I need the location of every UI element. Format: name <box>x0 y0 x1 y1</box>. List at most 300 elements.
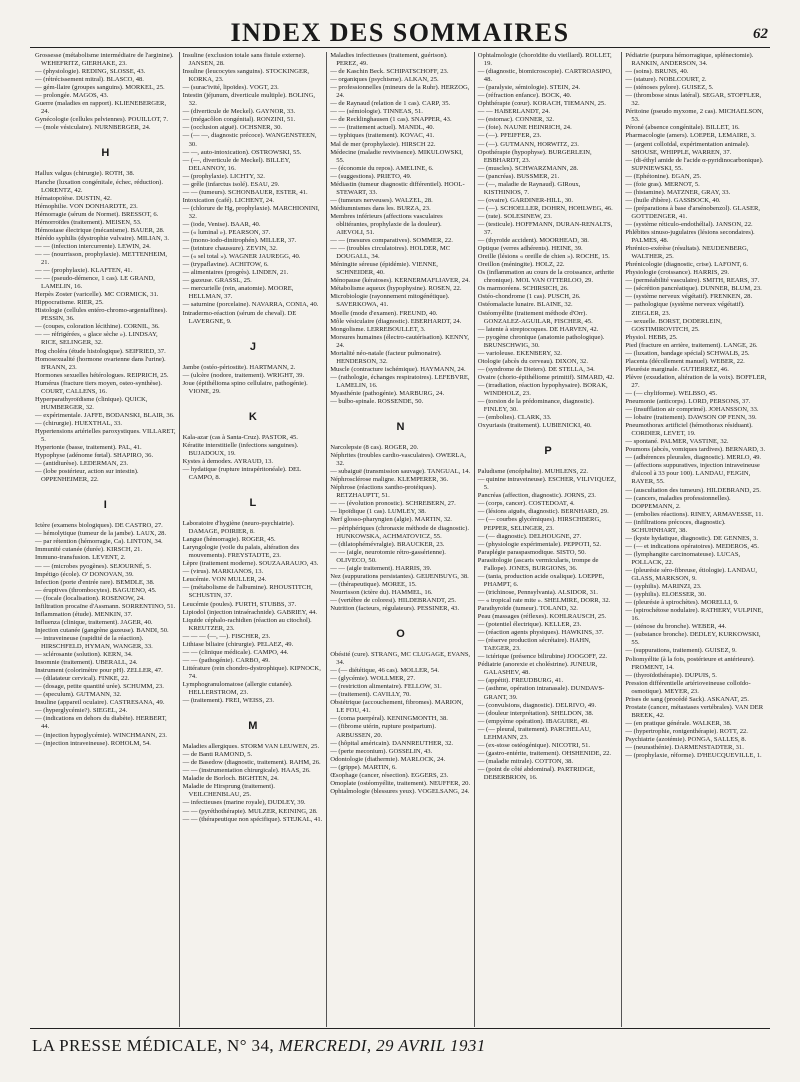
index-entry: Leucémie. VON MULLER, 24. <box>182 576 267 584</box>
index-entry: Instrument (colorimètre pour pH). ZELLER, 47. <box>35 667 163 675</box>
index-entry: Médiastin (tumeur diagnostic différentiel). HOOL-STEWART, 33. <box>330 180 465 196</box>
index-entry: — — HABERLANDT, 24. <box>477 108 551 116</box>
index-entry: — (speculum). GUTMANN, 32. <box>35 691 122 699</box>
index-entry: Histologie (cellules entéro-chromo-argentaffines). PESSIN, 36. <box>35 307 168 323</box>
index-entry: — (hypertrophie, rontgenthérapie). ROTT, 22. <box>625 727 748 735</box>
index-entry: Lèpre (traitement moderne). SOUZAARAUJO, 43. <box>182 560 319 568</box>
index-entry: Intoxication (café). LICHENT, 24. <box>182 196 275 204</box>
index-entry: — (lymphangite carcinomateuse). LUCAS, POLLACK, 22. <box>625 550 741 566</box>
index-entry: — hémolytique (tumeur de la jambe). LAUX, 28. <box>35 530 167 538</box>
index-entry: Mongolisme. LERREBOULLET, 3. <box>330 325 426 333</box>
issue-date: MERCREDI, 29 AVRIL 1931 <box>278 1036 486 1055</box>
index-entry: Hypertonie (basse, traitement). PAL, 41. <box>35 444 142 452</box>
index-entry: Hanche (luxation congénitale, échec, réduction). LORENTZ, 42. <box>35 178 163 194</box>
index-entry: — — (pyréthothérapie). MULZER, KEINING, 28. <box>182 807 318 815</box>
index-entry: Ostéo-chondrome (1 cas). PUSCH, 26. <box>477 293 581 301</box>
index-entry: — (syphilis). MARINZI, 23. <box>625 583 702 591</box>
index-entry: — (perte meconium). GOSSELIN, 43. <box>330 747 433 755</box>
index-entry: — sclérosante (solution). KERN, 34. <box>35 651 133 659</box>
index-entry: — sexuelle. BORST, DODERLEIN, GOSTIMIROVITCH, 25. <box>625 317 722 333</box>
index-entry: Narcolepsie (8 cas). ROGER, 20. <box>330 444 419 452</box>
index-entry: — (— diététique, 46 cas). MOLLER, 54. <box>330 667 439 675</box>
index-entry: — (traitement). FREI, WEISS, 23. <box>182 697 275 705</box>
index-entry: Phrénicologie (diagnostic, crise). LAFONT, 6. <box>625 261 748 269</box>
index-entry: — hydatique (rupture intrapéritonéale). DEL CAMPO, 8. <box>182 465 301 482</box>
index-entry: — — (troubles circulatoires). HOLDER, MC DOUGALL, 34. <box>330 245 451 261</box>
index-column <box>622 52 770 1027</box>
index-entry: — (dilatateur cervical). FINKE, 22. <box>35 675 130 683</box>
index-entry: Otologie (abcès du cerveau). DIXON, 32. <box>477 357 589 365</box>
index-entry: — (trypaflavine). ACHITOW, 6. <box>182 261 269 269</box>
index-entry: Insuline (exclusion totale sans fistule externe). JANSEN, 28. <box>182 52 306 68</box>
index-entry: Leucémie (poules). FURTH, STUBBS, 37. <box>182 600 297 608</box>
section-letter: L <box>249 497 257 510</box>
index-entry: — (hôpital américain). DANNREUTHER, 32. <box>330 739 454 747</box>
index-entry: Hémorragie (sérum de Normet). BRESSOT, 6. <box>35 210 159 218</box>
index-entry: — éruptives (thrombocytes). BAGUENO, 45. <box>35 586 157 594</box>
index-entry: Ophtalmologie (blessures yeux). VOGELSANG, 24. <box>330 787 470 795</box>
index-entry: Immunité cutanée (durée). KIRSCH, 21. <box>35 546 143 554</box>
index-entry: Pneumonie (anticorps). LORD, PERSONS, 37. <box>625 398 751 406</box>
index-entry: Nez (suppurations persistantes). GEIJENBUYG, 38. <box>330 572 469 580</box>
index-entry: Laboratoire d'hygiène (neuro-psychiatrie). DAMAGE, POIRIER, 8. <box>182 520 295 536</box>
index-column <box>327 52 475 1027</box>
index-entry: — ictérique (présence bilirubine) JOOGOFF, 22. <box>477 653 608 661</box>
index-entry: — (traitement). CAVILLY, 70. <box>330 691 411 699</box>
index-entry: — (convulsions, diagnostic). DELRIVO, 49. <box>477 701 597 709</box>
index-entry: — (paralysie, sémiologie). STEIN, 24. <box>477 84 580 92</box>
index-entry: — — (instrumentation chirurgicale). HAAS, 26. <box>182 767 311 775</box>
index-entry: Maladie de Hirsprung (traitement). VEILCHENBLAU, 25. <box>182 783 275 799</box>
index-entry: — (— courbes glycémiques). HIRSCHBERG, PEPPER, SELINGER, 23. <box>477 516 601 532</box>
index-column <box>180 52 328 1027</box>
index-entry: Pancréas (affection, diagnostic). JORNS, 23. <box>477 492 596 500</box>
index-entry: — bulbo-spinale. ROSSENDE, 50. <box>330 398 424 406</box>
index-entry: — pathologique (système nerveux végétatif). ZIEGLER, 23. <box>625 301 745 317</box>
index-entry: — de Raynaud (relation de 1 cas). CARP, 35. <box>330 100 451 108</box>
index-entry: Kala-azar (cas à Santa-Cruz). PASTOR, 45. <box>182 433 298 441</box>
index-entry: Maladies allergiques. STORM VAN LEUWEN, 25. <box>182 743 320 751</box>
index-entry: Kératite interstitielle (infections sanguines). BUJADOUX, 19. <box>182 441 299 457</box>
index-entry: — (occlusion aiguë). OCHSNER, 30. <box>182 124 283 132</box>
index-entry: — (indications en dehors du diabète). HERBERT, 44. <box>35 715 167 731</box>
index-entry: — (mégacôlon congénital). RONZINI, 51. <box>182 116 296 124</box>
index-entry: — — (microbes pyogènes). SEJOURNÉ, 5. <box>35 562 152 570</box>
index-entry: Os (inflammation au cours de la croissance, arthrite chronique). MOL VAN OTTERLOO, 29. <box>477 269 615 285</box>
index-entry: — — (pathogénie). CARBO, 49. <box>182 656 270 664</box>
index-entry: — (syphilis). ELOESSER, 30. <box>625 591 706 599</box>
index-entry: Os marmoréens. SCHIRSICH, 26. <box>477 285 569 293</box>
index-entry: Infiltration procaïne d'Assmann. SORRENTINO, 51. <box>35 602 176 610</box>
section-letter: O <box>396 628 405 641</box>
footer-rule <box>30 1028 770 1029</box>
index-entry: — (kyste hydatique, diagnostic). DE GENNES, 3. <box>625 534 758 542</box>
index-entry: Nourrisson (ictère du). HAMMEL, 16. <box>330 588 433 596</box>
page-title: INDEX DES SOMMAIRES <box>230 18 570 47</box>
index-entry: — latente à streptocoques. DE HARVEN, 42. <box>477 325 599 333</box>
index-entry: Oxyuriasis (traitement). LUBIENICKI, 40. <box>477 422 592 430</box>
index-entry: — lobaire (traitement). DAWSON OP FENN, 39. <box>625 414 757 422</box>
index-entry: Ménopause (kératoses). KERNERMAFLIAVER, 24. <box>330 277 470 285</box>
index-entry: — (embolies). CLARK, 33. <box>477 414 552 422</box>
index-entry: Membres inférieurs (affections vasculaires oblitérantes, prophylaxie de la douleur). AIEVOLI, 51. <box>330 212 443 237</box>
index-entry: Intradermo-réaction (sérum de cheval). DE LAVERGNE, 9. <box>182 309 297 325</box>
index-entry: — (argent colloïdal, expérimentation animale). SHOUSE, WHIPPLE, WARREN, 37. <box>625 140 750 156</box>
index-entry: — expérimentale. JAFFE, BODANSKI, BLAIR, 36. <box>35 411 175 419</box>
index-entry: — (—, diverticule de Meckel). BILLEY, DELANNOY, 16. <box>182 156 291 172</box>
index-entry: — (thérapeutique). MOREE, 15. <box>330 580 417 588</box>
index-entry: — — (prophylaxie). KLAFTEN, 41. <box>35 267 133 275</box>
index-entry: — lipoïdique (1 cas). LUMLEY, 38. <box>330 508 427 516</box>
index-entry: — (soins). BRUNS, 40. <box>625 68 689 76</box>
index-entry: — (douleur interprétation). SHELDON, 38. <box>477 709 594 717</box>
index-entry: — —, auto-intoxication). OSTROWSKI, 55. <box>182 148 302 156</box>
index-entry: — (chlorure de Hg, prophylaxie). MARCHIONINI, 32. <box>182 204 320 220</box>
index-entry: — (—). PFEIFFER, 23. <box>477 132 542 140</box>
index-entry: — (métabolisme de l'albumine). RHOUSTITCH, SCHUSTIN, 37. <box>182 584 313 600</box>
section-letter: K <box>248 410 257 423</box>
index-entry: — (perméabilité vasculaire). SMITH, REARS, 37. <box>625 277 760 285</box>
index-entry: Herpès Zoster (varicelle). MC CORMICK, 31. <box>35 291 159 299</box>
index-entry: — de Recklinghausen (1 cas). SNAPPER, 43. <box>330 116 452 124</box>
index-entry: — de Banti RAMOND, 5. <box>182 751 253 759</box>
index-entry: — (sécrétion pancréatique). DUNNER, BLUM, 23. <box>625 285 762 293</box>
index-entry: — (économie du repos). AMELINE, 6. <box>330 164 434 172</box>
journal-name: LA PRESSE MÉDICALE, N° 34, <box>32 1036 274 1055</box>
index-entry: Grossesse (métabolisme intermédiaire de l'arginine). WEHEFRITZ, GIERHAKE, 23. <box>35 52 174 68</box>
index-entry: Ostéomalacie lunaire. BLAINE, 32. <box>477 301 573 309</box>
index-entry: Hémophilie. VON DONHARDTE, 23. <box>35 202 138 210</box>
index-entry: — (irradiation, réaction hypophysaire). BORAK, WINDHOLZ, 23. <box>477 381 608 397</box>
index-entry: Pharmacologie (amers). LOEPER, LEMAIRE, 3. <box>625 132 756 140</box>
index-entry: Laryngologie (voile du palais, altération des mouvements). FREYSTADTE, 23. <box>182 544 300 560</box>
index-entry: — (— et indications opératoires). MEDEROS, 45. <box>625 542 759 550</box>
index-entry: — (foie gras). MERNOT, 5. <box>625 180 700 188</box>
index-entry: — (insufflation air comprimé). JOHANSSON, 33. <box>625 406 759 414</box>
index-entry: Hémorroïdes (traitement). MEISEN, 53. <box>35 218 142 226</box>
index-column <box>475 52 623 1027</box>
index-entry: — (—, maladie de Raynaud). GIRoux, KISTHINIOS, 7. <box>477 180 581 196</box>
index-entry: — (— chyliforme). WELBSO, 45. <box>625 389 718 397</box>
index-entry: — mercurielle (rein, anatomie). MOORE, HELLMAN, 37. <box>182 285 294 301</box>
index-entry: — — (tumeurs). SCHONBAUER, ESTER, 41. <box>182 188 308 196</box>
index-entry: — (embolies réactions). RINEY, ARMAVESSE, 11. <box>625 510 764 518</box>
index-entry: — (réaction agents physiques). HAWKINS, 37. <box>477 629 604 637</box>
index-entry: — grêle (infarctus isolé). ESAU, 29. <box>182 180 280 188</box>
index-entry: — (syndrome de Dieters). DE STELLA, 34. <box>477 365 595 373</box>
index-entry: — (empyème opération). IBAGUIRE, 49. <box>477 717 589 725</box>
index-entry: — (— diagnostic). DELHOUGNE, 27. <box>477 532 582 540</box>
index-entry: — — (aigle, neurotomie rétro-gassérienne). OLIVECO, 50. <box>330 548 446 564</box>
index-entry: Jambe (ostéo-périostite). HARTMANN, 2. <box>182 363 296 371</box>
index-entry: Paraplégie paraspasmodique. SISTO, 50. <box>477 548 587 556</box>
index-entry: Langue (hémorragie). ROGER, 45. <box>182 536 276 544</box>
index-entry: Nerf glosso-pharyngien (algie). MARTIN, 32. <box>330 516 452 524</box>
index-entry: Obésité (cure). STRANG, MC CLUGAGE, EVANS, 34. <box>330 651 471 667</box>
index-entry: — (spirochétose nodulaire). RATHERY, VULPINE, 16. <box>625 607 764 623</box>
index-entry: Injection cutanée (gangrène gazeuse). BANDI, 50. <box>35 626 169 634</box>
index-entry: — (di-éthyl amide de l'acide α-pyridinocarbonique). SUPNIEWSKI, 55. <box>625 156 764 172</box>
index-entry: Mal de mer (prophylaxie). HIRSCH 22. <box>330 140 436 148</box>
index-entry: — (substance bronche). DEDLEY, KURKOWSKI, 55. <box>625 631 761 647</box>
index-entry: — (lobe postérieur, action sur intestin). OPPENHEIMER, 22. <box>35 468 139 484</box>
index-entry: — périphériques (chronaxie méthode de diagnostic). HUNKOWSKA, ACHMATOVICZ, 55. <box>330 524 469 540</box>
index-entry: — alimentaires (progrès). LINDEN, 21. <box>182 269 289 277</box>
index-entry: — de Kaschin Beck. SCHIPATSCHOFF, 23. <box>330 68 449 76</box>
index-entry: Physiologie (croissance). HARRIS, 29. <box>625 269 730 277</box>
index-entry: — (prophylaxie, réforme). D'HEUCQUEVILLE, 1. <box>625 752 762 760</box>
index-entry: — gazeuse. GRASSL, 25. <box>182 277 252 285</box>
index-entry: Microbiologie (rayonnement mitogénétique). SAVERKOWA, 41. <box>330 293 450 309</box>
index-entry: — (huile d'ibère). GASSBOCK, 40. <box>625 196 721 204</box>
section-letter: I <box>103 499 107 512</box>
index-entry: — (gastro-entérite, traitement). OHSHENIDE, 22. <box>477 749 612 757</box>
index-entry: — intraveineuse (rapidité de la réaction). HIRSCHFELD, HYMAN, WANGER, 33. <box>35 634 153 650</box>
index-entry: Humérus (fracture tiers moyen, osteo-synthèse). COURT, CALLENS, 16. <box>35 379 163 395</box>
index-entry: Hippocratisme. RIER, 25. <box>35 299 104 307</box>
index-entry: — — (traitement actuel). MANDL, 40. <box>330 124 435 132</box>
index-entry: Insuline (appareil oculaire). CASTRESANA, 49. <box>35 699 165 707</box>
index-entry: — (auscultation des tumeurs). HILDEBRAND, 25. <box>625 486 761 494</box>
index-entry: — — (mesures comparatives). SOMMER, 22. <box>330 237 453 245</box>
index-entry: Maladie de Borloch. BIGHTEN, 24. <box>182 775 279 783</box>
index-entry: — (infiltrations précoces, diagnostic). SCHUHNHART, 38. <box>625 518 726 534</box>
index-entry: — « tropical rate mite ». SHELMIRE, DORR, 32. <box>477 596 611 604</box>
index-entry: Influenza (clinique, traitement). JAGER, 40. <box>35 618 153 626</box>
index-entry: — — (thérapeutique non spécifique). STEJKAL, 41. <box>182 815 323 823</box>
index-entry: — (surac'ivité, lipoïdes). VOGT, 23. <box>182 84 279 92</box>
section-letter: N <box>396 421 405 434</box>
index-entry: — (torsion de la prédominance, diagnostic). FINLEY, 30. <box>477 398 595 414</box>
index-entry: — (stature). NOBLCOURT, 2. <box>625 76 707 84</box>
header-rule <box>30 47 770 48</box>
index-entry: Pédiatrie (anorexie et choléstrine). JUNEUR, GALASHEV, 48. <box>477 661 598 677</box>
index-entry: — (neurasthénie). DARMENSTADTER, 31. <box>625 744 744 752</box>
index-entry: — (réserve production sécrétaire). HAHN, TAEGER, 23. <box>477 637 591 653</box>
index-entry: Opothérapie (hypophyse). BURGERLEIN, EBBHARDT, 23. <box>477 148 592 164</box>
index-entry: Phrénico-exérèse (résultats). NEUDENBERG, WALTHER, 25. <box>625 245 749 261</box>
index-entry: — (« sel total »). WAGNER JAUREGG, 40. <box>182 253 301 261</box>
index-entry: — (—). SCHOELLER, DOHRN, HOHLWEG, 46. <box>477 204 613 212</box>
index-entry: — typhiques (traitement). KOVAC, 41. <box>330 132 435 140</box>
index-entry: Plèvre (exsudation, altération de la voix). BOFFLER, 27. <box>625 373 767 389</box>
index-entry: Maladies infectieuses (traitement, guérison). PEREZ, 49. <box>330 52 448 68</box>
index-entry: Lipiodol (injection intraérachnide). GABRIEY, 44. <box>182 608 318 616</box>
index-entry: Obstétrique (accouchement, fibromes). MARION, LE FOU, 41. <box>330 699 464 715</box>
index-entry: Paludisme (encéphalite). MUHLENS, 22. <box>477 468 589 476</box>
index-entry: — (réfraction enfance). BOCK, 40. <box>477 92 572 100</box>
index-entry: — (pleurésie à spirochètes). MORELLI, 9. <box>625 599 739 607</box>
index-entry: Parathyroïde (tumeur). TOLAND, 32. <box>477 605 578 612</box>
index-entry: — — (infection intercurrente). LEWIN, 24. <box>35 242 151 250</box>
index-entry: Hérédo syphilis (dystrophie vulvaire). MILIAN, 3. <box>35 234 170 242</box>
index-entry: Hyperparathyroïdisme (clinique). QUICK, HUMBERGER, 32. <box>35 395 148 411</box>
index-entry: Hypertensions artérielles paroxystiques. VILLARET, 5. <box>35 427 176 444</box>
index-entry: Méningite séreuse (épidémie). VIENNE, SCHNEIDER, 40. <box>330 261 438 277</box>
index-entry: Homosexualité (hormone ovarienne dans l'urine). B'RANN, 23. <box>35 355 166 371</box>
index-entry: — (préparations à base d'arsénobenzol). GLASER, GOTTDENGER, 41. <box>625 204 761 220</box>
index-entry: — (— pleural, traitement). PARCHELAU, LEHMANN, 23. <box>477 725 591 741</box>
index-entry: — — (sémiologie). TINNEAS, 51. <box>330 108 423 116</box>
index-entry: Hémostase électrique (mécanisme). BAUER, 28. <box>35 226 165 234</box>
index-entry: Infection (porte d'entrée rare). BEMDLE, 38. <box>35 578 155 586</box>
index-entry: — organiques (psychisme). ALKAN, 25. <box>330 76 439 84</box>
index-entry: Prises de sang (procédé Sack). ASKANAT, 25. <box>625 695 749 703</box>
index-entry: Néphrosclérose maligne. KLEMPERER, 36. <box>330 476 449 484</box>
index-entry: Kystes à demodex. AYRAUD, 13. <box>182 457 274 465</box>
index-entry: — (potentiel électrique). KELLER, 23. <box>477 621 582 629</box>
index-entry: Placenta (décollement manuel). WEBER, 22. <box>625 357 745 365</box>
index-entry: Mortalité néo-natale (facteur pulmonaire). HENDERSON, 32. <box>330 349 442 365</box>
index-entry: — (Ephétonine). EGAN, 25. <box>625 172 702 180</box>
index-entry: — (virus). MARKIANOS, 13. <box>182 568 264 576</box>
index-entry: Myasthénie (pathogénie). MARBURG, 24. <box>330 389 445 397</box>
index-entry: Ophthérapie (cœur). KORACH, TIEMANN, 25. <box>477 100 606 108</box>
index-entry: — (rate). SOLESINEW, 23. <box>477 212 552 220</box>
index-entry: — (suppurations, traitement). GUISEZ, 9. <box>625 647 737 655</box>
index-entry: Pneumothorax artificiel (hémothorax résiduant). CORDIER, LEVET, 19. <box>625 422 753 438</box>
index-entry: — (thyroïde accident). MOORHEAD, 38. <box>477 237 589 245</box>
index-entry: — (estomac). CONNER, 32. <box>477 116 554 124</box>
index-entry: — — réfrigérées, « glace sèche »). LINDSAY, RICE, SELINGER, 32. <box>35 331 158 347</box>
index-entry: — (thrombose sinus latéral). SEGAR, STOFFLER, 32. <box>625 92 762 108</box>
index-entry: — (cancers, maladies professionnelles). DOPPEMANN, 2. <box>625 494 731 510</box>
index-entry: Parasitologie (ascaris vermicularis, trompe de Fallope). JONES, BURGIONS, 36. <box>477 556 599 572</box>
index-entry: Médiumnismes dans les. BURZA, 23. <box>330 204 431 212</box>
index-entry: — (pancréas). BUSSMER, 21. <box>477 172 560 180</box>
index-entry: — (focale (localisation). ROSENOW, 24. <box>35 594 145 602</box>
index-entry: — (ex-stose ostéogénique). NICOTRI, 51. <box>477 741 591 749</box>
index-entry: — (sténoses pylore). GUISEZ, 5. <box>625 84 714 92</box>
index-entry: Hypophyse (adénome fœtal). SHAPIRO, 36. <box>35 452 154 460</box>
index-entry: Prostate (cancer, métastases vertébrales). VAN DER BREEK, 42. <box>625 703 764 719</box>
index-entry: Péritoine (pseudo myxome, 2 cas). MICHAELSON, 53. <box>625 108 764 124</box>
index-entry: — (— —, diagnostic précoce). WANGENSTEEN, 30. <box>182 132 317 148</box>
index-entry: — (diverticule de Meckel). GAYNOR, 33. <box>182 108 296 116</box>
index-entry: — (dosage, petite quantité urée). SCHUMM, 23. <box>35 683 164 691</box>
index-entry: — (ulcère (nodore, traitement). WRIGHT, 39. <box>182 371 305 379</box>
index-entry: — (vertèbre de coloresi). HILDEBRANDT, 25. <box>330 596 457 604</box>
index-entry: Ictère (examens biologiques). DE CASTRO, 27. <box>35 522 163 530</box>
index-entry: — (coma puerpéral). KENINGMONTH, 38. <box>330 715 448 723</box>
index-entry: — (iode, Venise). BAAR, 40. <box>182 220 261 228</box>
index-entry: — (prophylaxie). LICHTY, 32. <box>182 172 265 180</box>
index-entry: — (rathologie, échanges respiratoires). LEFEBVRE, LAMELIN, 16. <box>330 373 470 389</box>
index-entry: — (testicule). HOFFMANN, DURAN-RENALTS, 37. <box>477 220 613 237</box>
index-entry: Lymphogranulomatose (allergie cutanée). HELLERSTROM, 23. <box>182 681 293 697</box>
index-entry: — (trichinose, Pennsylvania). ALSIDOR, 31. <box>477 588 598 596</box>
index-entry: Péroné (absence congénitale). BILLET, 16. <box>625 124 740 132</box>
index-entry: Médecine (maladie revivisence). MIKULOWSKI, 55. <box>330 148 463 164</box>
index-entry: — (en pratique générale. WALKER, 38. <box>625 719 732 727</box>
index-entry: Pression différentielle artérioveineuse colloïdo-osmotique). MEYER, 23. <box>625 679 751 695</box>
index-entry: Oreille (lésions « oreille de chien »). ROCHE, 15. <box>477 253 610 261</box>
index-entry: — (thyroïdothérapie). DUPUIS, 5. <box>625 671 717 679</box>
index-entry: Immuno-transfusion. LEVENT, 2. <box>35 554 126 562</box>
index-entry: — (corps, cancer). COSTEDOAT, 4. <box>477 500 575 508</box>
index-entry: Nutrition (facteurs, régulateurs). PESSINER, 43. <box>330 605 460 612</box>
index-entry: Oreillon (méningite). HOLZ, 22. <box>477 261 565 269</box>
index-entry: — (grippe). MARTIN, 6. <box>330 763 397 771</box>
index-entry: — (dilatophémévralgie). BRAUCKER, 23. <box>330 540 445 548</box>
section-letter: J <box>249 340 256 353</box>
index-entry: — (teinture chaussure). ZEVIN, 32. <box>182 245 278 253</box>
index-entry: — professionnelles (mineurs de la Ruhr). HERZOG, 24. <box>330 84 470 100</box>
index-columns <box>32 52 770 1027</box>
index-entry: — prolongée. MAGOS, 43. <box>35 92 109 100</box>
index-entry: Gynécologie (cellules pelviennes). POUILLOT, 7. <box>35 116 168 124</box>
index-entry: Moelle (mode d'examen). FREUND, 40. <box>330 309 438 317</box>
index-entry: — (affections suppuratives, injection intraveineuse d'alcool à 33 pour 100). LANDAU, FEJGIN, RAYER, 55. <box>625 462 760 486</box>
index-entry: — (muscles). SCHWARZMANN, 28. <box>477 164 579 172</box>
index-entry: — (appétit). FREUDBURG, 41. <box>477 677 564 685</box>
index-entry: Insuline (leucocytes sanguins). STOCKINGER, KORKA, 23. <box>182 68 310 84</box>
index-entry: — (pleurésie séro-fibreuse, étiologie). LANDAU, GLASS, MARKSON, 9. <box>625 567 758 583</box>
index-entry: — varioleuse. EKENBERY, 32. <box>477 349 562 357</box>
index-entry: — spontané. PALMER, VASTINE, 32. <box>625 438 729 446</box>
index-entry: Hormones sexuelles hétérologues. REIPRICH, 25. <box>35 371 169 379</box>
index-entry: — gém-llaire (groupes sanguins). MORKEL, 25. <box>35 84 165 92</box>
index-entry: Intestin (jéjunum, diverticule multiple). BOLING, 32. <box>182 92 315 108</box>
index-entry: Impétigo (école). O' DONOVAN, 39. <box>35 570 134 578</box>
page-footer <box>32 1036 770 1058</box>
index-entry: — (histamine). MATZNER, GRAY, 33. <box>625 188 731 196</box>
index-entry: — (« luminal »). PEARSON, 37. <box>182 229 271 237</box>
section-letter: H <box>101 147 110 160</box>
index-entry: — (système réticulo-endothélial). JANSON, 22. <box>625 220 753 228</box>
index-entry: Poumons (abcès, vomiques tardives). BERNARD, 3. <box>625 446 766 454</box>
index-entry: Poliomyélite (à la fois, postérieure et antérieure). FROMENT, 14. <box>625 655 755 671</box>
index-entry: Œsophage (cancer, résection). EGGERS, 23. <box>330 771 449 779</box>
index-entry: — (sténose du bronche). WEBER, 44. <box>625 623 727 631</box>
index-entry: — (chirurgie). HUEXTHAL, 33. <box>35 419 123 427</box>
index-entry: — (suggestions). PRIETO, 49. <box>330 172 412 180</box>
index-entry: Ophtalmologie (choroïdite du vieillard). ROLLET, 19. <box>477 52 612 68</box>
index-entry: — — (aigle traitement). HARRIS, 39. <box>330 564 432 572</box>
page-header <box>32 18 768 48</box>
index-entry: — (système nerveux végétatif). FRENKEN, 28. <box>625 293 753 301</box>
index-entry: Muscle (contracture ischémique). HAYMANN, 24. <box>330 365 466 373</box>
index-entry: — infectieuses (marine royale), DUDLEY, 39. <box>182 799 306 807</box>
section-letter: P <box>544 445 552 458</box>
index-entry: — saturnine (porcelaine). NAVARRA, CONIA, 40. <box>182 301 319 309</box>
index-entry: — (adhérences pleurales, diagnostic). MERLO, 49. <box>625 454 762 462</box>
page-number: 62 <box>753 26 768 42</box>
index-entry: Hématopoïèse. DUSTIN, 42. <box>35 194 112 202</box>
index-entry: — (tania, production acide oxalique). LOEPPE, PHAMPT, 6. <box>477 572 605 588</box>
index-entry: — (coupes, coloration lécithine). CORNIL, 36. <box>35 323 160 331</box>
index-entry: Liquide céphalo-rachidien (réaction au citochol). KREUTZER, 23. <box>182 616 312 632</box>
index-entry: — (mole vésiculaire). NURNBERGER, 24. <box>35 124 151 132</box>
index-entry: Optique (verres adhérents). HEINE, 39. <box>477 245 583 253</box>
index-entry: Phlébites sinuso-jugulaires (lésions secondaires). PALMES, 48. <box>625 229 755 245</box>
index-entry: — de Basedow (diagnostic, traitement). RAHM, 26. <box>182 759 321 767</box>
index-entry: Hallux valgus (chirurgie). ROTH, 38. <box>35 170 135 178</box>
index-entry: Insomnie (traitement). UBERALL, 24. <box>35 659 138 667</box>
index-entry: — (diagnostic, biomicroscopie). CARTROASIPO, 48. <box>477 68 612 84</box>
index-entry: Omoplate (ostéomyélite, traitement). NEUFFER, 20. <box>330 779 471 787</box>
index-entry: — — (clinique médicale). CAMPO, 44. <box>182 648 289 656</box>
index-entry: Néphrose (réactions xantho-protéiques). RETZHAUPTT, 51. <box>330 484 437 500</box>
index-entry: — (maladie mitrale). COTTON, 38. <box>477 757 574 765</box>
index-entry: Odontologie (diathermie). MARLOCK, 24. <box>330 755 446 763</box>
index-entry: — par rétention (hémorragie, Ca). LINTON, 34. <box>35 538 163 546</box>
index-entry: — quinine intraveineuse). ESCHER, VILIVIQUEZ, 5. <box>477 476 616 492</box>
index-entry: Morsures humaines (électro-cautérisation). KENNY, 24. <box>330 333 470 349</box>
index-entry: Pleurésie marginale. GUTIERREZ, 46. <box>625 365 729 373</box>
index-entry: Ostéomyélite (traitement méthode d'Orr). GONZALEZ-AGUILAR, FISCHER, 45. <box>477 309 593 325</box>
index-entry: — (injection hypoglycémie). WINCHMANN, 23. <box>35 731 167 739</box>
